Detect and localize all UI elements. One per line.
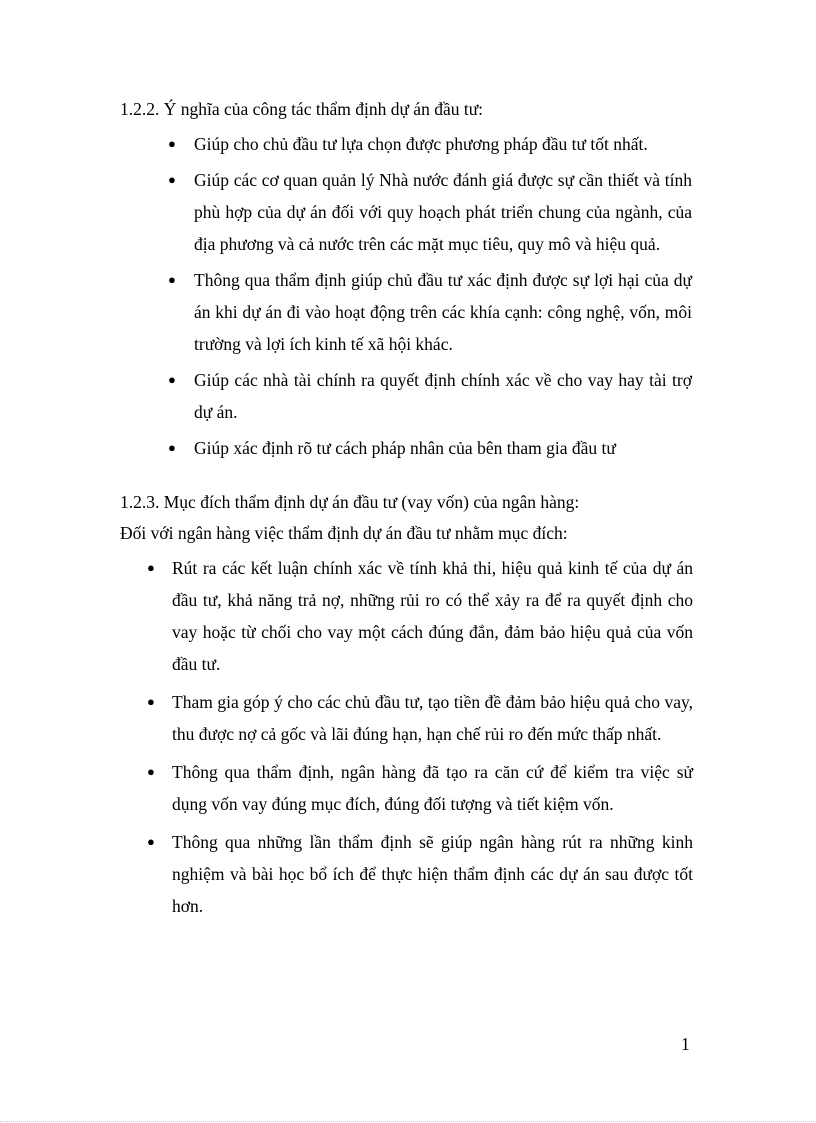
page-bottom-divider bbox=[0, 1121, 816, 1122]
list-item bbox=[168, 432, 692, 464]
list-item bbox=[168, 128, 692, 160]
list-item bbox=[147, 552, 693, 680]
bullet-icon: ● bbox=[168, 136, 176, 151]
list-item bbox=[168, 264, 692, 360]
bullet-icon: ● bbox=[147, 764, 155, 779]
bullet-icon: ● bbox=[147, 834, 155, 849]
bullet-icon: ● bbox=[168, 172, 176, 187]
page-number: 1 bbox=[681, 1034, 690, 1054]
list-item-text: Thông qua thẩm định giúp chủ đầu tư xác định được sự lợi hại của dự án khi dự án đi vào hoạt động trên các khía cạnh: công nghệ, vốn, môi trường và lợi ích kinh tế xã hội khác. bbox=[194, 270, 692, 354]
list-item bbox=[168, 164, 692, 260]
bullet-icon: ● bbox=[147, 694, 155, 709]
list-item bbox=[147, 686, 693, 750]
list-item bbox=[147, 756, 693, 820]
list-item-text: Giúp cho chủ đầu tư lựa chọn được phương pháp đầu tư tốt nhất. bbox=[194, 134, 648, 154]
bullet-icon: ● bbox=[147, 560, 155, 575]
bullet-icon: ● bbox=[168, 372, 176, 387]
list-item-text: Thông qua thẩm định, ngân hàng đã tạo ra căn cứ để kiểm tra việc sử dụng vốn vay đúng mục đích, đúng đối tượng và tiết kiệm vốn. bbox=[172, 762, 693, 814]
list-item-text: Giúp các nhà tài chính ra quyết định chính xác về cho vay hay tài trợ dự án. bbox=[194, 370, 692, 422]
bullet-icon: ● bbox=[168, 440, 176, 455]
section-intro-paragraph: Đối với ngân hàng việc thẩm định dự án đầu tư nhằm mục đích: bbox=[120, 523, 568, 543]
list-item-text: Tham gia góp ý cho các chủ đầu tư, tạo tiền đề đảm bảo hiệu quả cho vay, thu được nợ cả gốc và lãi đúng hạn, hạn chế rủi ro đến mức thấp nhất. bbox=[172, 692, 693, 744]
list-item-text: Thông qua những lần thẩm định sẽ giúp ngân hàng rút ra những kinh nghiệm và bài học bổ ích để thực hiện thẩm định các dự án sau được tốt hơn. bbox=[172, 832, 693, 916]
bullet-icon: ● bbox=[168, 272, 176, 287]
list-item-text: Rút ra các kết luận chính xác về tính khả thi, hiệu quả kinh tế của dự án đầu tư, khả năng trả nợ, những rủi ro có thể xảy ra để ra quyết định cho vay hoặc từ chối cho vay một cách đúng đắn, đảm bảo hiệu quả của vốn đầu tư. bbox=[172, 558, 693, 674]
section-heading-1-2-2: 1.2.2. Ý nghĩa của công tác thẩm định dự án đầu tư: bbox=[120, 99, 484, 119]
list-item bbox=[147, 826, 693, 922]
section-heading-1-2-3: 1.2.3. Mục đích thẩm định dự án đầu tư (vay vốn) của ngân hàng: bbox=[120, 492, 580, 512]
list-item bbox=[168, 364, 692, 428]
list-item-text: Giúp xác định rõ tư cách pháp nhân của bên tham gia đầu tư bbox=[194, 438, 616, 458]
purpose-bullet-list bbox=[147, 552, 693, 928]
list-item-text: Giúp các cơ quan quản lý Nhà nước đánh giá được sự cần thiết và tính phù hợp của dự án đối với quy hoạch phát triển chung của ngành, của địa phương và cả nước trên các mặt mục tiêu, quy mô và hiệu quả. bbox=[194, 170, 692, 254]
meaning-bullet-list bbox=[168, 128, 692, 468]
